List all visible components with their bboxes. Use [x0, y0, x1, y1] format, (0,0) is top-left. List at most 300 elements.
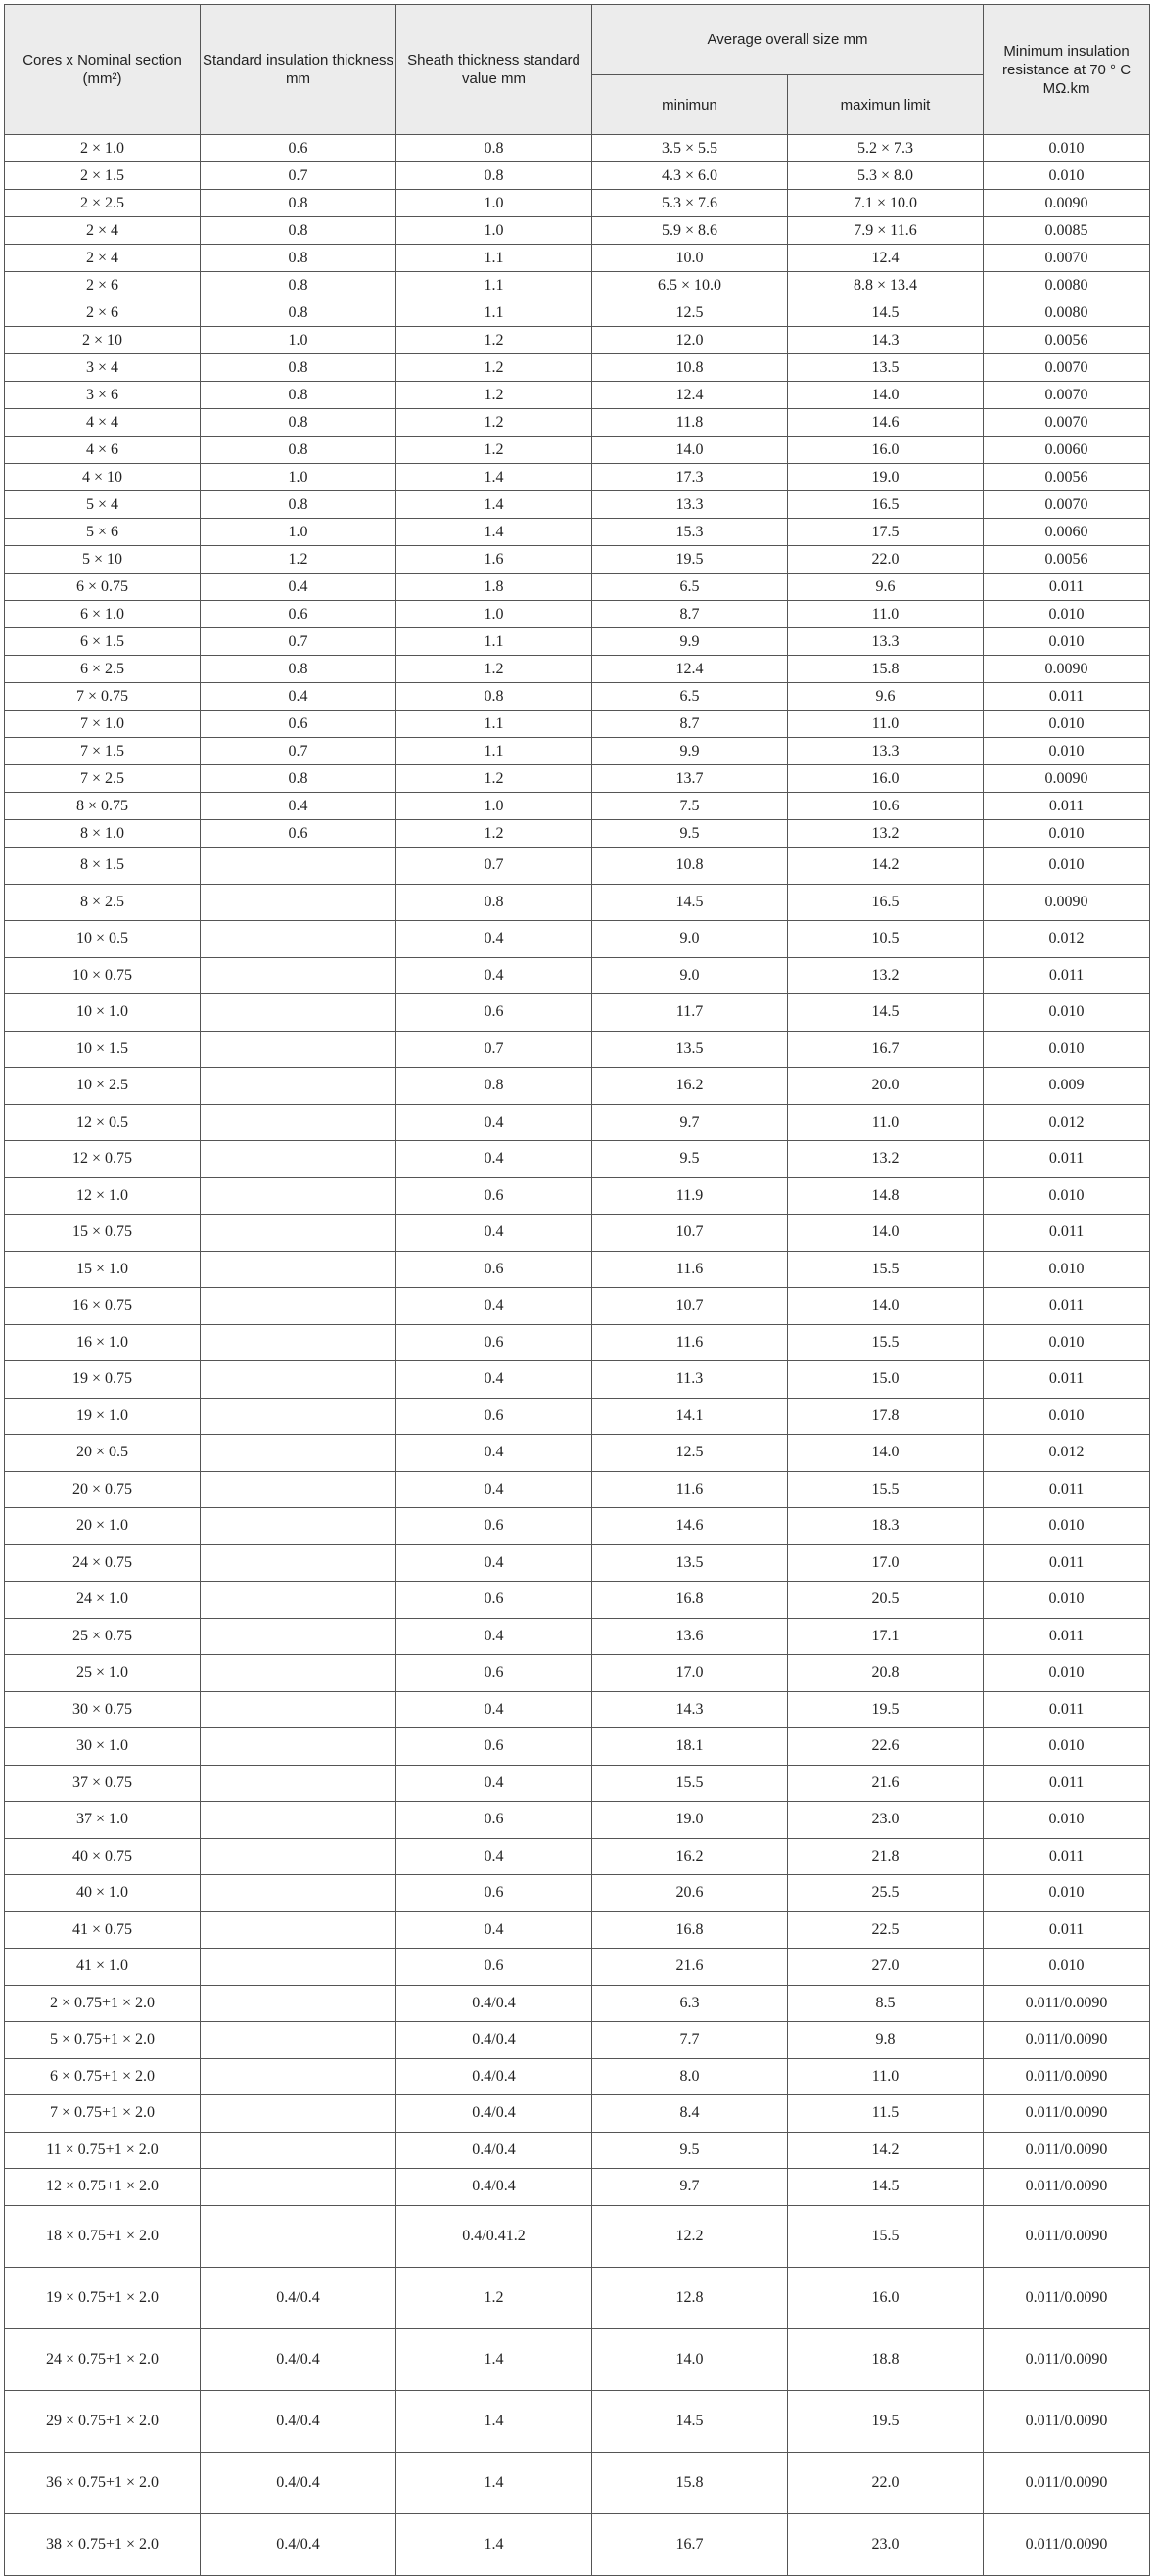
cell-insulation [201, 2132, 396, 2169]
cell-insulation [201, 848, 396, 885]
table-row [5, 711, 1150, 738]
cell-resistance: 0.009 [984, 1068, 1150, 1105]
cell-minimum: 17.0 [592, 1655, 788, 1692]
cell-insulation [201, 1324, 396, 1361]
cell-resistance: 0.010 [984, 1655, 1150, 1692]
cell-maximum: 16.0 [788, 437, 984, 464]
cell-sheath: 1.1 [396, 299, 592, 327]
cell-minimum: 6.3 [592, 1985, 788, 2022]
table-row [5, 628, 1150, 656]
cell-cores: 7 × 0.75 [5, 683, 201, 711]
cell-resistance: 0.011 [984, 1911, 1150, 1949]
cell-insulation [201, 1838, 396, 1875]
cell-resistance: 0.0070 [984, 382, 1150, 409]
cell-sheath: 1.0 [396, 793, 592, 820]
cell-cores: 37 × 1.0 [5, 1802, 201, 1839]
cell-minimum: 9.7 [592, 1104, 788, 1141]
cell-maximum: 27.0 [788, 1949, 984, 1986]
cable-spec-table-wrapper [4, 4, 1150, 2576]
cell-maximum: 14.3 [788, 327, 984, 354]
table-row [5, 299, 1150, 327]
cell-maximum: 17.1 [788, 1618, 984, 1655]
cell-maximum: 20.5 [788, 1582, 984, 1619]
cell-sheath: 0.6 [396, 1508, 592, 1545]
cell-resistance: 0.0056 [984, 546, 1150, 574]
cell-resistance: 0.0056 [984, 464, 1150, 491]
cell-cores: 2 × 2.5 [5, 190, 201, 217]
cell-maximum: 8.5 [788, 1985, 984, 2022]
table-row [5, 1288, 1150, 1325]
cell-sheath: 0.7 [396, 1031, 592, 1068]
table-row [5, 1508, 1150, 1545]
cell-resistance: 0.012 [984, 1104, 1150, 1141]
cell-sheath: 0.4 [396, 1544, 592, 1582]
cell-maximum: 17.5 [788, 519, 984, 546]
cell-maximum: 9.8 [788, 2022, 984, 2059]
cell-cores: 2 × 4 [5, 245, 201, 272]
table-row [5, 1582, 1150, 1619]
cell-resistance: 0.011/0.0090 [984, 2513, 1150, 2575]
cell-resistance: 0.0085 [984, 217, 1150, 245]
cell-minimum: 16.2 [592, 1068, 788, 1105]
cell-cores: 15 × 1.0 [5, 1251, 201, 1288]
cell-insulation: 1.0 [201, 519, 396, 546]
cell-insulation: 0.4 [201, 793, 396, 820]
cell-sheath: 0.6 [396, 1398, 592, 1435]
cell-maximum: 13.3 [788, 738, 984, 765]
cell-minimum: 10.8 [592, 354, 788, 382]
cell-cores: 16 × 0.75 [5, 1288, 201, 1325]
cell-maximum: 16.0 [788, 2267, 984, 2328]
cell-cores: 25 × 0.75 [5, 1618, 201, 1655]
cell-resistance: 0.011/0.0090 [984, 2095, 1150, 2133]
cell-minimum: 9.5 [592, 820, 788, 848]
cell-cores: 10 × 1.5 [5, 1031, 201, 1068]
cell-insulation: 0.8 [201, 245, 396, 272]
cell-sheath: 1.1 [396, 711, 592, 738]
cell-maximum: 7.1 × 10.0 [788, 190, 984, 217]
cell-minimum: 10.7 [592, 1288, 788, 1325]
cell-sheath: 1.0 [396, 190, 592, 217]
cell-minimum: 5.3 × 7.6 [592, 190, 788, 217]
cell-sheath: 0.8 [396, 135, 592, 162]
cell-minimum: 9.0 [592, 957, 788, 994]
table-row [5, 820, 1150, 848]
cell-minimum: 21.6 [592, 1949, 788, 1986]
cell-cores: 12 × 0.5 [5, 1104, 201, 1141]
cell-insulation: 1.0 [201, 327, 396, 354]
cell-cores: 2 × 0.75+1 × 2.0 [5, 1985, 201, 2022]
cell-maximum: 16.5 [788, 491, 984, 519]
cell-resistance: 0.010 [984, 1728, 1150, 1766]
cell-insulation: 0.8 [201, 765, 396, 793]
cell-cores: 5 × 6 [5, 519, 201, 546]
header-maximum-limit: maximun limit [788, 75, 984, 135]
cell-maximum: 22.5 [788, 1911, 984, 1949]
cell-sheath: 0.6 [396, 1582, 592, 1619]
cell-resistance: 0.0080 [984, 272, 1150, 299]
cell-insulation [201, 1251, 396, 1288]
cell-resistance: 0.0070 [984, 245, 1150, 272]
cell-sheath: 0.4/0.4 [396, 1985, 592, 2022]
table-row [5, 1398, 1150, 1435]
cell-maximum: 25.5 [788, 1875, 984, 1912]
cell-sheath: 0.4 [396, 1471, 592, 1508]
cell-maximum: 14.6 [788, 409, 984, 437]
cell-resistance: 0.011 [984, 1838, 1150, 1875]
table-row [5, 2452, 1150, 2513]
cell-minimum: 9.7 [592, 2169, 788, 2206]
cell-insulation [201, 2205, 396, 2267]
cell-minimum: 10.0 [592, 245, 788, 272]
cell-cores: 24 × 0.75 [5, 1544, 201, 1582]
cell-cores: 29 × 0.75+1 × 2.0 [5, 2390, 201, 2452]
cell-insulation [201, 1875, 396, 1912]
cell-sheath: 0.4 [396, 1618, 592, 1655]
cell-minimum: 9.0 [592, 921, 788, 958]
cell-sheath: 0.4 [396, 1288, 592, 1325]
cell-resistance: 0.011 [984, 1215, 1150, 1252]
table-row [5, 1361, 1150, 1399]
cell-minimum: 19.5 [592, 546, 788, 574]
cell-insulation: 0.8 [201, 437, 396, 464]
cell-sheath: 0.4/0.4 [396, 2095, 592, 2133]
cell-resistance: 0.0080 [984, 299, 1150, 327]
cell-sheath: 1.4 [396, 2513, 592, 2575]
cell-cores: 6 × 2.5 [5, 656, 201, 683]
table-row [5, 994, 1150, 1032]
cell-minimum: 13.5 [592, 1031, 788, 1068]
cell-sheath: 1.1 [396, 738, 592, 765]
cell-cores: 8 × 0.75 [5, 793, 201, 820]
cell-insulation: 0.8 [201, 656, 396, 683]
table-row [5, 1544, 1150, 1582]
cell-cores: 19 × 1.0 [5, 1398, 201, 1435]
cell-sheath: 0.6 [396, 994, 592, 1032]
cell-insulation [201, 1802, 396, 1839]
cell-insulation: 0.4/0.4 [201, 2452, 396, 2513]
cell-insulation: 0.8 [201, 409, 396, 437]
cell-sheath: 1.6 [396, 546, 592, 574]
cell-resistance: 0.010 [984, 994, 1150, 1032]
cell-cores: 30 × 0.75 [5, 1691, 201, 1728]
cable-spec-table [4, 4, 1150, 2576]
cell-insulation: 0.4/0.4 [201, 2513, 396, 2575]
cell-resistance: 0.0060 [984, 519, 1150, 546]
cell-resistance: 0.010 [984, 711, 1150, 738]
cell-resistance: 0.011/0.0090 [984, 2328, 1150, 2390]
cell-sheath: 0.6 [396, 1875, 592, 1912]
table-row [5, 1177, 1150, 1215]
cell-maximum: 19.5 [788, 1691, 984, 1728]
table-row [5, 1985, 1150, 2022]
table-row [5, 1911, 1150, 1949]
cell-cores: 7 × 0.75+1 × 2.0 [5, 2095, 201, 2133]
cell-cores: 24 × 0.75+1 × 2.0 [5, 2328, 201, 2390]
cell-cores: 2 × 1.0 [5, 135, 201, 162]
cell-cores: 7 × 1.0 [5, 711, 201, 738]
table-row [5, 1068, 1150, 1105]
cell-insulation [201, 1177, 396, 1215]
cell-maximum: 20.8 [788, 1655, 984, 1692]
cell-sheath: 1.2 [396, 409, 592, 437]
cell-resistance: 0.010 [984, 1582, 1150, 1619]
table-row [5, 519, 1150, 546]
cell-sheath: 1.1 [396, 245, 592, 272]
cell-maximum: 11.5 [788, 2095, 984, 2133]
cell-sheath: 1.4 [396, 491, 592, 519]
table-row [5, 2169, 1150, 2206]
table-row [5, 1324, 1150, 1361]
table-row [5, 1141, 1150, 1178]
cell-cores: 24 × 1.0 [5, 1582, 201, 1619]
cell-insulation: 1.2 [201, 546, 396, 574]
cell-sheath: 1.0 [396, 217, 592, 245]
cell-cores: 30 × 1.0 [5, 1728, 201, 1766]
cell-resistance: 0.012 [984, 1435, 1150, 1472]
cell-sheath: 1.4 [396, 2328, 592, 2390]
cell-cores: 25 × 1.0 [5, 1655, 201, 1692]
cell-cores: 12 × 0.75+1 × 2.0 [5, 2169, 201, 2206]
cell-sheath: 0.8 [396, 1068, 592, 1105]
cell-minimum: 8.0 [592, 2058, 788, 2095]
cell-minimum: 11.3 [592, 1361, 788, 1399]
cell-sheath: 1.4 [396, 2390, 592, 2452]
cell-sheath: 1.2 [396, 2267, 592, 2328]
cell-sheath: 0.4 [396, 921, 592, 958]
cell-insulation: 0.4/0.4 [201, 2390, 396, 2452]
cell-minimum: 16.8 [592, 1582, 788, 1619]
table-row [5, 738, 1150, 765]
cell-maximum: 5.3 × 8.0 [788, 162, 984, 190]
cell-maximum: 13.5 [788, 354, 984, 382]
cell-minimum: 18.1 [592, 1728, 788, 1766]
cell-cores: 11 × 0.75+1 × 2.0 [5, 2132, 201, 2169]
cell-minimum: 14.5 [592, 2390, 788, 2452]
cell-maximum: 14.2 [788, 2132, 984, 2169]
cell-cores: 10 × 1.0 [5, 994, 201, 1032]
cell-resistance: 0.0070 [984, 354, 1150, 382]
cell-insulation: 1.0 [201, 464, 396, 491]
table-row [5, 245, 1150, 272]
cell-resistance: 0.011/0.0090 [984, 2452, 1150, 2513]
cell-resistance: 0.010 [984, 820, 1150, 848]
cell-cores: 6 × 0.75 [5, 574, 201, 601]
cell-resistance: 0.010 [984, 848, 1150, 885]
cell-insulation: 0.6 [201, 820, 396, 848]
cell-minimum: 13.5 [592, 1544, 788, 1582]
table-row [5, 765, 1150, 793]
cell-maximum: 14.5 [788, 994, 984, 1032]
cell-maximum: 18.3 [788, 1508, 984, 1545]
cell-maximum: 13.2 [788, 1141, 984, 1178]
cell-minimum: 7.5 [592, 793, 788, 820]
cell-minimum: 6.5 × 10.0 [592, 272, 788, 299]
table-row [5, 2058, 1150, 2095]
cell-cores: 3 × 6 [5, 382, 201, 409]
cell-cores: 2 × 6 [5, 299, 201, 327]
table-row [5, 793, 1150, 820]
table-header [5, 5, 1150, 135]
cell-insulation [201, 1949, 396, 1986]
cell-maximum: 8.8 × 13.4 [788, 272, 984, 299]
cell-cores: 6 × 1.5 [5, 628, 201, 656]
table-row [5, 2513, 1150, 2575]
cell-insulation [201, 1104, 396, 1141]
cell-maximum: 16.5 [788, 884, 984, 921]
cell-sheath: 1.2 [396, 327, 592, 354]
cell-sheath: 0.4 [396, 1215, 592, 1252]
cell-sheath: 1.1 [396, 272, 592, 299]
cell-insulation: 0.7 [201, 162, 396, 190]
cell-sheath: 1.2 [396, 382, 592, 409]
cell-maximum: 17.8 [788, 1398, 984, 1435]
cell-sheath: 0.4/0.4 [396, 2132, 592, 2169]
cell-cores: 20 × 0.5 [5, 1435, 201, 1472]
cell-maximum: 10.5 [788, 921, 984, 958]
cell-maximum: 16.7 [788, 1031, 984, 1068]
cell-sheath: 0.6 [396, 1655, 592, 1692]
cell-maximum: 14.5 [788, 2169, 984, 2206]
cell-insulation [201, 1544, 396, 1582]
cell-minimum: 9.5 [592, 1141, 788, 1178]
cell-maximum: 15.5 [788, 1251, 984, 1288]
cell-resistance: 0.010 [984, 1398, 1150, 1435]
cell-maximum: 13.2 [788, 957, 984, 994]
cell-insulation: 0.8 [201, 382, 396, 409]
table-row [5, 546, 1150, 574]
table-row [5, 2205, 1150, 2267]
table-row [5, 656, 1150, 683]
table-row [5, 2022, 1150, 2059]
cell-maximum: 11.0 [788, 601, 984, 628]
cell-cores: 12 × 0.75 [5, 1141, 201, 1178]
cell-minimum: 17.3 [592, 464, 788, 491]
cell-resistance: 0.011 [984, 574, 1150, 601]
cell-maximum: 10.6 [788, 793, 984, 820]
table-row [5, 1728, 1150, 1766]
cell-maximum: 13.2 [788, 820, 984, 848]
cell-resistance: 0.010 [984, 628, 1150, 656]
cell-cores: 40 × 0.75 [5, 1838, 201, 1875]
cell-sheath: 0.4 [396, 1691, 592, 1728]
cell-resistance: 0.011 [984, 1765, 1150, 1802]
table-row [5, 1215, 1150, 1252]
cell-minimum: 14.0 [592, 2328, 788, 2390]
cell-minimum: 11.6 [592, 1471, 788, 1508]
cell-sheath: 1.2 [396, 354, 592, 382]
cell-cores: 16 × 1.0 [5, 1324, 201, 1361]
cell-insulation [201, 2058, 396, 2095]
table-row [5, 135, 1150, 162]
cell-cores: 7 × 1.5 [5, 738, 201, 765]
cell-cores: 38 × 0.75+1 × 2.0 [5, 2513, 201, 2575]
cell-sheath: 0.6 [396, 1177, 592, 1215]
cell-maximum: 15.0 [788, 1361, 984, 1399]
cell-maximum: 11.0 [788, 711, 984, 738]
cell-cores: 7 × 2.5 [5, 765, 201, 793]
cell-sheath: 0.6 [396, 1324, 592, 1361]
cell-insulation [201, 1728, 396, 1766]
cell-minimum: 10.7 [592, 1215, 788, 1252]
cell-cores: 8 × 1.0 [5, 820, 201, 848]
cell-minimum: 12.5 [592, 299, 788, 327]
cell-minimum: 7.7 [592, 2022, 788, 2059]
cell-sheath: 0.4 [396, 1361, 592, 1399]
table-row [5, 1875, 1150, 1912]
cell-maximum: 12.4 [788, 245, 984, 272]
cell-resistance: 0.011/0.0090 [984, 2058, 1150, 2095]
cell-minimum: 13.7 [592, 765, 788, 793]
cell-sheath: 0.8 [396, 162, 592, 190]
cell-insulation [201, 1435, 396, 1472]
table-row [5, 884, 1150, 921]
cell-resistance: 0.010 [984, 1031, 1150, 1068]
cell-minimum: 12.2 [592, 2205, 788, 2267]
cell-sheath: 0.8 [396, 683, 592, 711]
header-minimum: minimun [592, 75, 788, 135]
table-row [5, 2390, 1150, 2452]
cell-cores: 2 × 10 [5, 327, 201, 354]
cell-maximum: 15.5 [788, 2205, 984, 2267]
cell-sheath: 0.6 [396, 1949, 592, 1986]
cell-insulation [201, 1288, 396, 1325]
cell-maximum: 15.8 [788, 656, 984, 683]
cell-sheath: 0.6 [396, 1802, 592, 1839]
cell-resistance: 0.011 [984, 1141, 1150, 1178]
cell-insulation [201, 1031, 396, 1068]
cell-sheath: 0.7 [396, 848, 592, 885]
cell-minimum: 9.9 [592, 738, 788, 765]
table-row [5, 1618, 1150, 1655]
cell-minimum: 11.6 [592, 1251, 788, 1288]
cell-minimum: 14.6 [592, 1508, 788, 1545]
cell-maximum: 14.0 [788, 1215, 984, 1252]
cell-resistance: 0.011 [984, 683, 1150, 711]
cell-minimum: 16.7 [592, 2513, 788, 2575]
cell-minimum: 6.5 [592, 574, 788, 601]
cell-resistance: 0.0060 [984, 437, 1150, 464]
cell-maximum: 14.5 [788, 299, 984, 327]
cell-maximum: 20.0 [788, 1068, 984, 1105]
cell-resistance: 0.011/0.0090 [984, 2022, 1150, 2059]
cell-cores: 40 × 1.0 [5, 1875, 201, 1912]
cell-sheath: 0.4 [396, 957, 592, 994]
cell-maximum: 22.6 [788, 1728, 984, 1766]
table-row [5, 1031, 1150, 1068]
cell-cores: 37 × 0.75 [5, 1765, 201, 1802]
cell-cores: 8 × 1.5 [5, 848, 201, 885]
table-row [5, 190, 1150, 217]
cell-resistance: 0.011 [984, 957, 1150, 994]
table-row [5, 2095, 1150, 2133]
cell-cores: 10 × 2.5 [5, 1068, 201, 1105]
cell-minimum: 4.3 × 6.0 [592, 162, 788, 190]
cell-resistance: 0.010 [984, 738, 1150, 765]
cell-resistance: 0.010 [984, 601, 1150, 628]
cell-insulation [201, 1582, 396, 1619]
cell-cores: 8 × 2.5 [5, 884, 201, 921]
table-row [5, 1471, 1150, 1508]
cell-insulation: 0.8 [201, 491, 396, 519]
cell-minimum: 16.8 [592, 1911, 788, 1949]
cell-insulation [201, 1508, 396, 1545]
cell-resistance: 0.010 [984, 1949, 1150, 1986]
cell-maximum: 14.0 [788, 382, 984, 409]
cell-insulation: 0.4 [201, 574, 396, 601]
cell-resistance: 0.0070 [984, 409, 1150, 437]
cell-maximum: 9.6 [788, 574, 984, 601]
